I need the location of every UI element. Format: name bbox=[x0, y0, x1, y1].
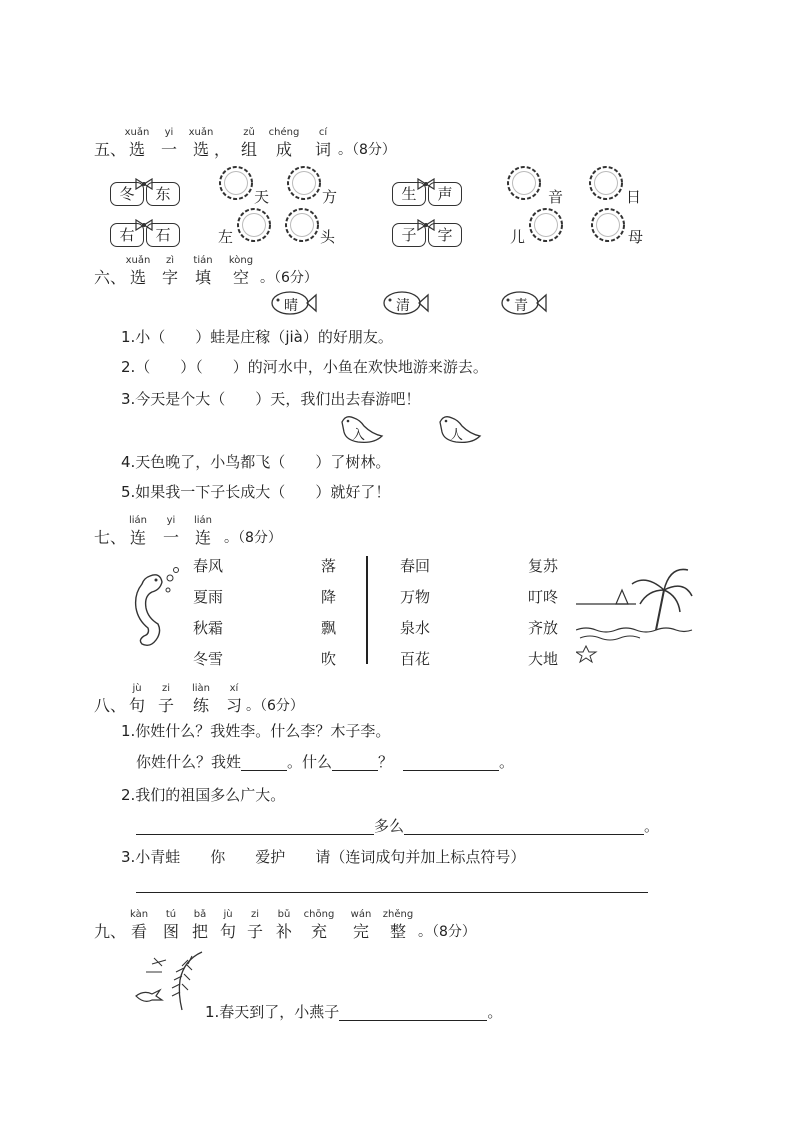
title-char: zhěng 整 bbox=[382, 909, 414, 941]
title-char: zi 子 bbox=[246, 909, 263, 941]
flower-answer-icon[interactable] bbox=[528, 207, 564, 243]
match-word[interactable]: 降 bbox=[321, 588, 337, 606]
flower-answer-icon[interactable] bbox=[286, 165, 322, 201]
word-char: 方 bbox=[322, 188, 338, 206]
bow-icon bbox=[416, 178, 436, 190]
answer-line bbox=[205, 1003, 502, 1021]
score-label: 。（8分） bbox=[224, 530, 282, 546]
title-char: liàn 练 bbox=[191, 683, 211, 715]
match-word[interactable]: 万物 bbox=[400, 588, 431, 606]
title-char: zi 子 bbox=[157, 683, 174, 715]
score-label: 。（6分） bbox=[260, 270, 318, 286]
match-word[interactable]: 复苏 bbox=[528, 557, 559, 575]
word-char: 天 bbox=[254, 188, 270, 206]
title-char: chéng 成 bbox=[268, 127, 300, 159]
fish-char: 晴 bbox=[284, 298, 298, 314]
bird-char-card bbox=[436, 412, 484, 446]
match-word[interactable]: 吹 bbox=[321, 650, 337, 668]
title-char: xuǎn 选 bbox=[125, 255, 151, 287]
title-char: wán 完 bbox=[350, 909, 372, 941]
title-char: xuǎn 选 bbox=[188, 127, 214, 159]
flower-answer-icon[interactable] bbox=[218, 165, 254, 201]
prompt-text: 多么 bbox=[374, 817, 405, 835]
section-number: 九、 bbox=[94, 922, 127, 941]
question-item: 5.如果我一下子长成大（ ）就好了！ bbox=[121, 483, 391, 501]
section-6-title bbox=[94, 256, 394, 290]
match-word[interactable]: 秋霜 bbox=[193, 619, 224, 637]
beach-palm-icon bbox=[576, 560, 694, 664]
question-item: 1.你姓什么？我姓李。什么李？木子李。 bbox=[121, 722, 391, 740]
section-7-title bbox=[94, 516, 354, 550]
question-item: 2.（ ）（ ）的河水中，小鱼在欢快地游来游去。 bbox=[121, 358, 488, 376]
fill-blank[interactable] bbox=[136, 818, 374, 835]
title-char: lián 连 bbox=[193, 515, 213, 547]
title-char: lián 连 bbox=[128, 515, 148, 547]
pair-char: 右 bbox=[110, 223, 144, 247]
bow-icon bbox=[134, 219, 154, 231]
title-char: bǔ 补 bbox=[275, 909, 292, 941]
bow-icon bbox=[134, 178, 154, 190]
match-word[interactable]: 齐放 bbox=[528, 619, 559, 637]
flower-answer-icon[interactable] bbox=[588, 165, 624, 201]
answer-line bbox=[136, 817, 659, 835]
score-label: 。（8分） bbox=[338, 142, 396, 158]
seahorse-icon bbox=[122, 566, 184, 654]
char-pair-box bbox=[110, 223, 190, 249]
title-char: bǎ 把 bbox=[191, 909, 208, 941]
prompt-text: 你姓什么？我姓 bbox=[136, 753, 242, 771]
title-char: kòng 空 bbox=[228, 255, 254, 287]
fill-blank[interactable] bbox=[339, 1004, 487, 1021]
fish-char-card bbox=[500, 289, 548, 317]
question-item: 3.今天是个大（ ）天，我们出去春游吧！ bbox=[121, 390, 421, 408]
title-char: ， bbox=[213, 140, 230, 159]
title-char: jù 句 bbox=[219, 909, 236, 941]
title-char: xuǎn 选 bbox=[124, 127, 150, 159]
fill-blank[interactable] bbox=[136, 892, 648, 893]
word-char: 日 bbox=[626, 188, 642, 206]
pair-char: 东 bbox=[146, 182, 180, 206]
pair-char: 字 bbox=[428, 223, 462, 247]
prompt-text: 1.春天到了，小燕子 bbox=[205, 1003, 340, 1021]
flower-answer-icon[interactable] bbox=[590, 207, 626, 243]
prompt-text: 。 bbox=[499, 753, 515, 771]
word-char: 头 bbox=[320, 228, 336, 246]
fish-char: 清 bbox=[396, 298, 410, 314]
prompt-text: 。 bbox=[644, 817, 660, 835]
pair-char: 子 bbox=[392, 223, 426, 247]
match-word[interactable]: 冬雪 bbox=[193, 650, 224, 668]
fish-char: 青 bbox=[514, 298, 528, 314]
prompt-text: 。 bbox=[487, 1003, 503, 1021]
section-number: 五、 bbox=[94, 140, 127, 159]
section-number: 八、 bbox=[94, 696, 127, 715]
match-word[interactable]: 大地 bbox=[528, 650, 559, 668]
prompt-text: ？ bbox=[378, 753, 394, 771]
word-char: 音 bbox=[548, 188, 564, 206]
pair-char: 石 bbox=[146, 223, 180, 247]
title-char: tú 图 bbox=[162, 909, 179, 941]
bird-char: 入 bbox=[352, 428, 366, 443]
flower-answer-icon[interactable] bbox=[236, 207, 272, 243]
word-char: 左 bbox=[218, 228, 234, 246]
bird-char: 人 bbox=[450, 428, 464, 443]
pair-char: 生 bbox=[392, 182, 426, 206]
answer-line bbox=[136, 753, 514, 771]
swallow-willow-icon bbox=[132, 950, 210, 1012]
section-number: 六、 bbox=[94, 268, 127, 287]
title-char: zì 字 bbox=[161, 255, 178, 287]
fill-blank[interactable] bbox=[241, 754, 287, 771]
char-pair-box bbox=[110, 182, 190, 208]
title-char: chōng 充 bbox=[303, 909, 335, 941]
section-5-title bbox=[94, 128, 414, 162]
char-pair-box bbox=[392, 223, 472, 249]
title-char: zǔ 组 bbox=[240, 127, 257, 159]
score-label: 。（6分） bbox=[246, 698, 304, 714]
fill-blank[interactable] bbox=[403, 754, 499, 771]
match-word[interactable]: 春风 bbox=[193, 557, 224, 575]
title-char: yi 一 bbox=[162, 515, 179, 547]
match-word[interactable]: 春回 bbox=[400, 557, 431, 575]
pair-char: 冬 bbox=[110, 182, 144, 206]
title-char: jù 句 bbox=[128, 683, 145, 715]
question-item: 2.我们的祖国多么广大。 bbox=[121, 786, 286, 804]
section-8-title bbox=[94, 684, 394, 718]
fish-char-card bbox=[270, 289, 318, 317]
score-label: 。（8分） bbox=[418, 924, 476, 940]
word-char: 儿 bbox=[510, 228, 526, 246]
question-item: 1.小（ ）蛙是庄稼（jià）的好朋友。 bbox=[121, 328, 393, 346]
match-word[interactable]: 泉水 bbox=[400, 619, 431, 637]
prompt-text: 。什么 bbox=[287, 753, 333, 771]
flower-answer-icon[interactable] bbox=[506, 165, 542, 201]
question-item: 4.天色晚了，小鸟都飞（ ）了树林。 bbox=[121, 453, 391, 471]
section-number: 七、 bbox=[94, 528, 127, 547]
match-word[interactable]: 落 bbox=[321, 557, 337, 575]
title-char: cí 词 bbox=[314, 127, 331, 159]
bird-char-card bbox=[338, 412, 386, 446]
flower-answer-icon[interactable] bbox=[284, 207, 320, 243]
pair-char: 声 bbox=[428, 182, 462, 206]
section-9-title bbox=[94, 910, 514, 944]
title-char: tián 填 bbox=[193, 255, 213, 287]
match-word[interactable]: 飘 bbox=[321, 619, 337, 637]
fill-blank[interactable] bbox=[332, 754, 378, 771]
match-word[interactable]: 百花 bbox=[400, 650, 431, 668]
bow-icon bbox=[416, 219, 436, 231]
fish-char-card bbox=[382, 289, 430, 317]
word-char: 母 bbox=[628, 228, 644, 246]
column-divider bbox=[366, 556, 368, 664]
title-char: yi 一 bbox=[160, 127, 177, 159]
fill-blank[interactable] bbox=[404, 818, 644, 835]
title-char: kàn 看 bbox=[129, 909, 149, 941]
question-item: 3.小青蛙 你 爱护 请（连词成句并加上标点符号） bbox=[121, 848, 526, 866]
match-word[interactable]: 叮咚 bbox=[528, 588, 559, 606]
title-char: xí 习 bbox=[225, 683, 242, 715]
match-word[interactable]: 夏雨 bbox=[193, 588, 224, 606]
char-pair-box bbox=[392, 182, 472, 208]
